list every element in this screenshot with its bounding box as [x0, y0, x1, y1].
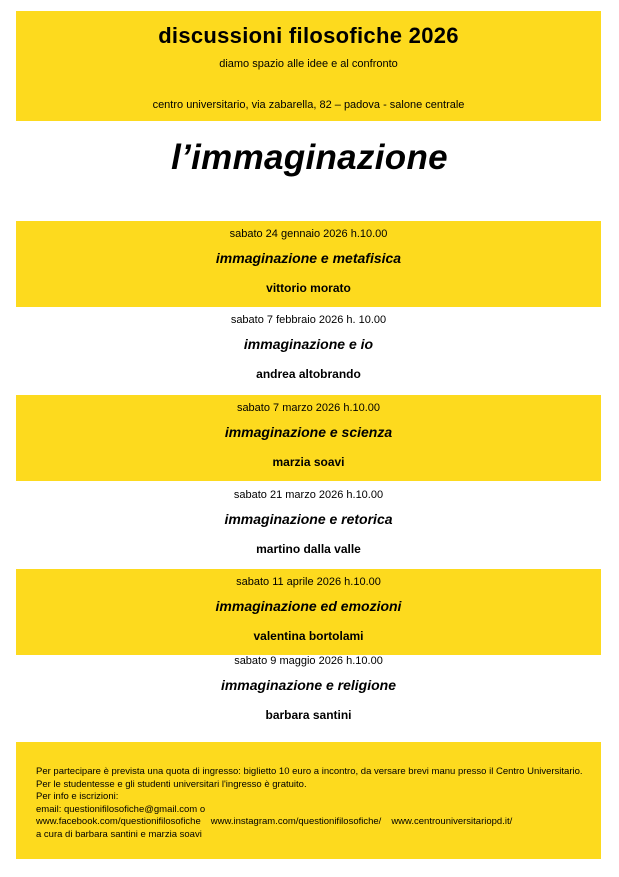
event-date: sabato 11 aprile 2026 h.10.00: [236, 576, 381, 588]
event-block: [16, 569, 601, 655]
event-topic: immaginazione e scienza: [224, 424, 393, 440]
event-date: sabato 24 gennaio 2026 h.10.00: [229, 228, 388, 240]
series-subtitle: diamo spazio alle idee e al confronto: [219, 58, 398, 70]
venue-address: centro universitario, via zabarella, 82 – padova - salone centrale: [152, 99, 465, 111]
event-block: [16, 221, 601, 307]
event-date: sabato 21 marzo 2026 h.10.00: [233, 489, 384, 501]
facebook-link[interactable]: www.facebook.com/questionifilosofiche: [36, 816, 201, 827]
footer-info-box: [16, 742, 601, 859]
email-line[interactable]: email: questionifilosofiche@gmail.com o: [36, 803, 206, 815]
event-topic: immaginazione e religione: [220, 677, 397, 693]
page-title: l’immaginazione: [171, 138, 448, 177]
event-block: [16, 482, 601, 568]
event-speaker: marzia soavi: [272, 455, 345, 469]
instagram-link[interactable]: www.instagram.com/questionifilosofiche/: [210, 816, 382, 827]
event-date: sabato 7 febbraio 2026 h. 10.00: [230, 314, 387, 326]
event-topic: immaginazione e retorica: [224, 511, 393, 527]
curators: a cura di barbara santini e marzia soavi: [36, 828, 202, 840]
event-topic: immaginazione e metafisica: [215, 250, 402, 266]
event-speaker: valentina bortolami: [253, 629, 364, 643]
event-speaker: andrea altobrando: [256, 367, 361, 381]
event-date: sabato 9 maggio 2026 h.10.00: [234, 655, 383, 667]
event-speaker: vittorio morato: [266, 281, 351, 295]
info-label: Per info e iscrizioni:: [36, 791, 119, 802]
event-block: [16, 648, 601, 734]
event-block: [16, 307, 601, 393]
event-topic: immaginazione ed emozioni: [215, 598, 402, 614]
event-date: sabato 7 marzo 2026 h.10.00: [236, 402, 381, 414]
website-link[interactable]: www.centrouniversitariopd.it/: [391, 816, 513, 827]
event-speaker: martino dalla valle: [256, 542, 361, 556]
footer-links: [36, 816, 583, 829]
series-title: discussioni filosofiche 2026: [158, 23, 459, 48]
event-speaker: barbara santini: [265, 708, 352, 722]
event-topic: immaginazione e io: [243, 336, 374, 352]
participation-info: Per partecipare è prevista una quota di ingresso: biglietto 10 euro a incontro, da versare brevi manu presso il Centro Universitario. Per le studentesse e gli studenti universitari l'ingresso è gratuito.: [36, 766, 583, 790]
footer-text: [36, 766, 583, 841]
event-block: [16, 395, 601, 481]
header-banner: [16, 11, 601, 121]
